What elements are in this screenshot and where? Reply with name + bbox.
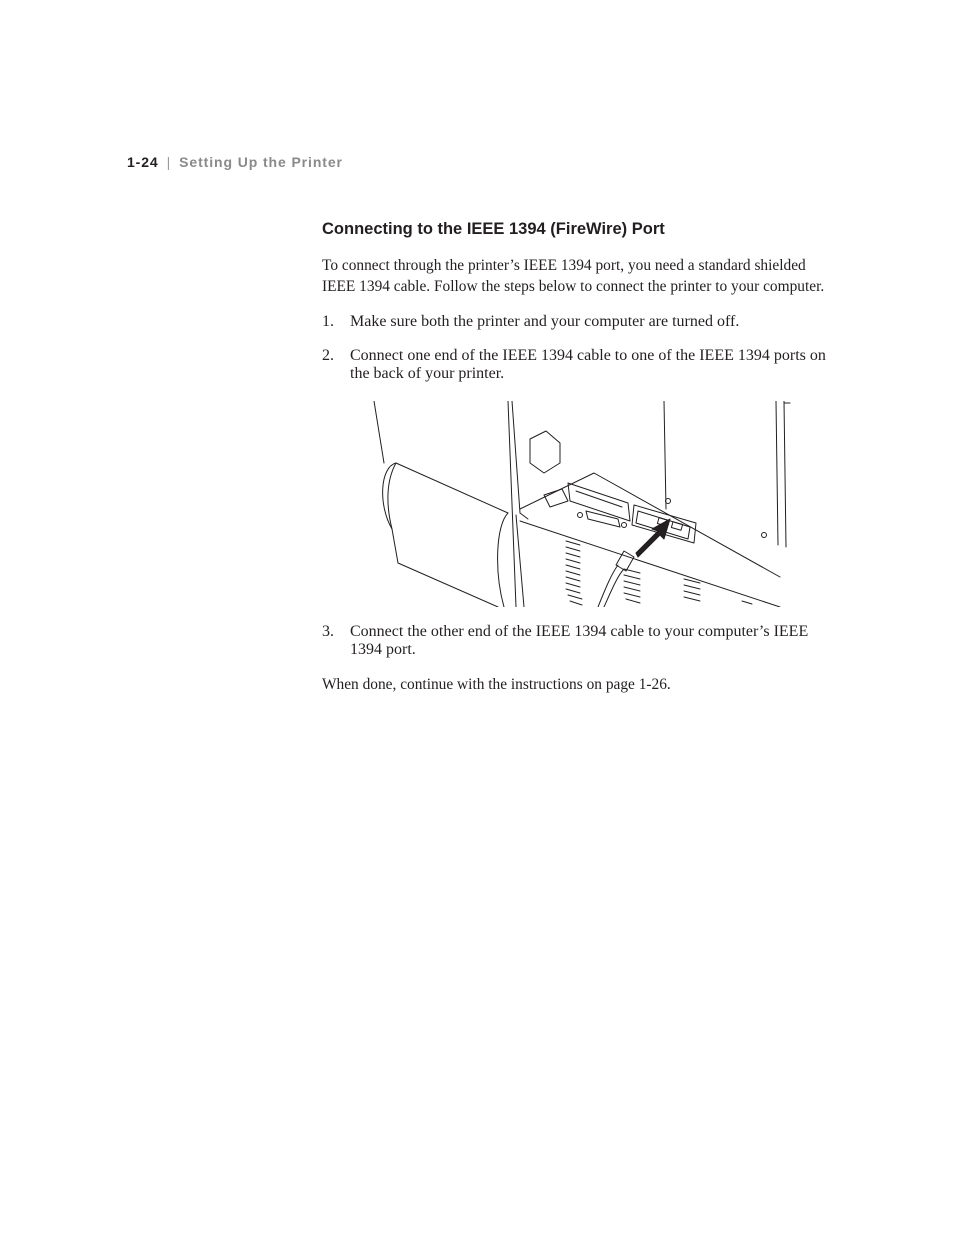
chapter-title: Setting Up the Printer <box>179 154 343 170</box>
intro-paragraph: To connect through the printer’s IEEE 1394 port, you need a standard shielded IEEE 1394 cable. Follow the steps below to connect the printer to your computer. <box>322 257 825 295</box>
step-1 <box>322 313 832 331</box>
section-content <box>322 218 832 696</box>
parallel-port-icon <box>586 511 620 527</box>
page-number: 1-24 <box>127 154 159 170</box>
step-number: 3. <box>322 623 334 640</box>
hexagon-mark-icon <box>530 431 560 473</box>
closing-paragraph: When done, continue with the instructions on page 1-26. <box>322 676 671 693</box>
printer-back-ieee1394-illustration <box>372 401 792 607</box>
step-number: 2. <box>322 347 334 364</box>
running-header <box>127 154 343 170</box>
header-separator: | <box>166 154 172 170</box>
step-2 <box>322 347 832 383</box>
ieee1394-cable-icon <box>598 565 618 607</box>
step-3 <box>322 623 832 659</box>
step-text: Connect one end of the IEEE 1394 cable to one of the IEEE 1394 ports on the back of your printer. <box>350 347 826 382</box>
vent-slots-icon <box>566 541 752 605</box>
section-title: Connecting to the IEEE 1394 (FireWire) Port <box>322 220 665 238</box>
step-text: Make sure both the printer and your computer are turned off. <box>350 313 740 330</box>
step-number: 1. <box>322 313 334 330</box>
step-text: Connect the other end of the IEEE 1394 cable to your computer’s IEEE 1394 port. <box>350 623 809 658</box>
